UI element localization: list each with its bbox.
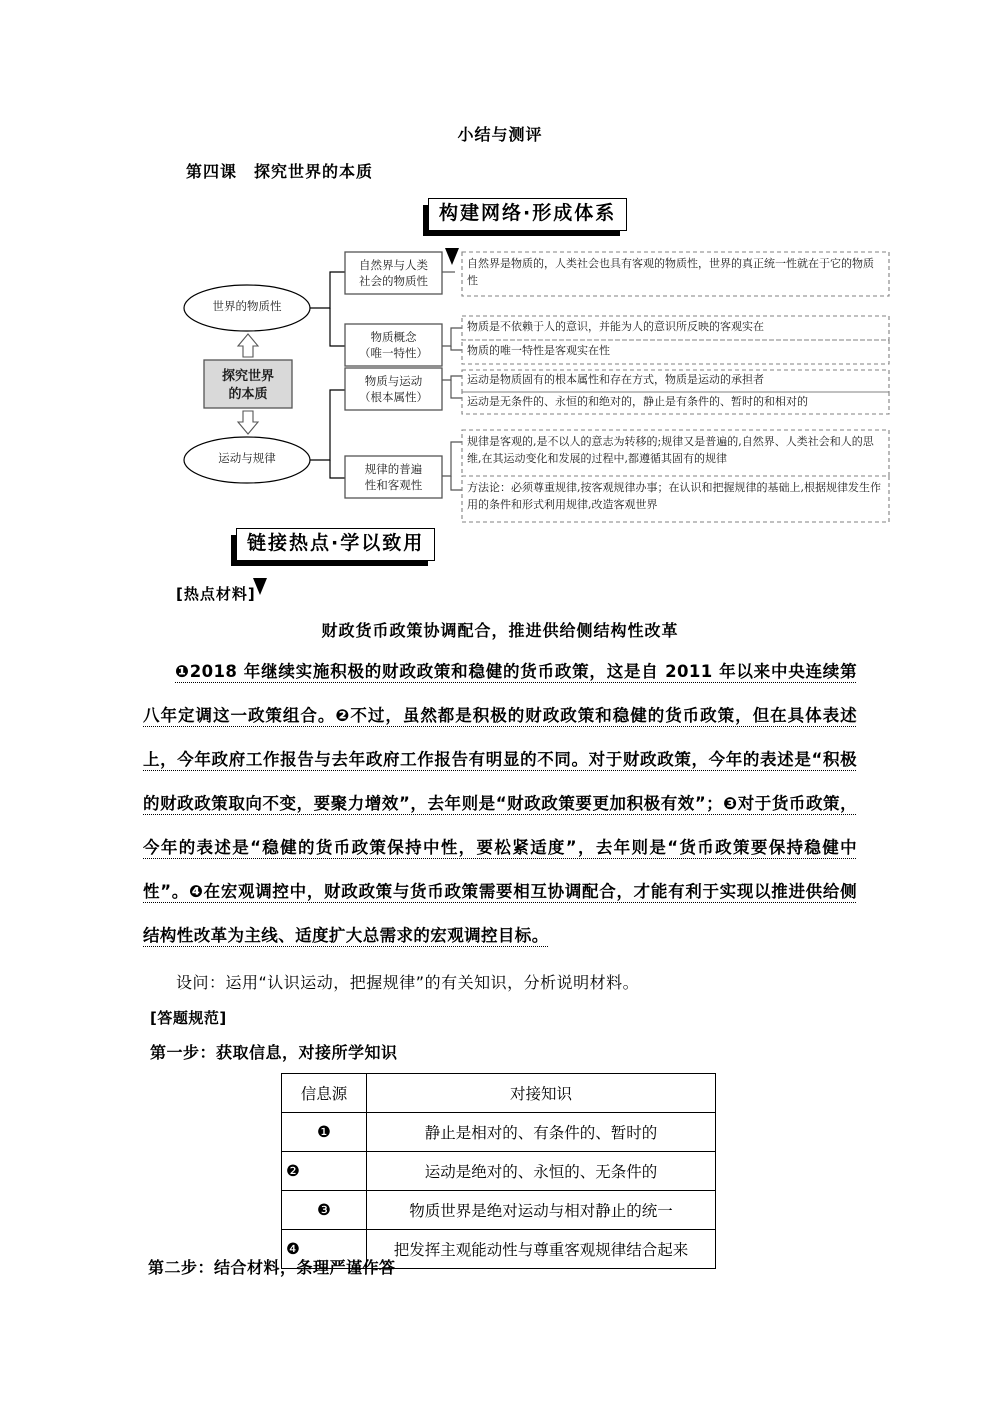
mindmap-node-nature-society (345, 258, 442, 289)
node-line2: （根本属性） (359, 389, 428, 404)
table-header-row (282, 1074, 716, 1113)
table-cell-source: ❷ (282, 1152, 367, 1191)
banner-build-network-label: 构建网络·形成体系 (428, 198, 627, 231)
page-title: 小结与测评 (457, 125, 543, 144)
table-cell-source: ❹ (282, 1230, 367, 1269)
node-line2: （唯一特性） (359, 345, 428, 360)
hotspot-paragraph: ❶2018 年继续实施积极的财政政策和稳健的货币政策，这是自 2011 年以来中央连续第八年定调这一政策组合。❷不过，虽然都是积极的财政政策和稳健的货币政策，但在具体表述上，今年政府工作报告与去年政府工作报告有明显的不同。对于财政政策，今年的表述是“积极的财政政策取向不变，要聚力增效”，去年则是“财政政策要更加积极有效”；❸对于货币政策，今年的表述是“稳健的货币政策保持中性，要松紧适度”，去年则是“货币政策要保持稳健中性”。❹在宏观调控中，财政政策与货币政策需要相互协调配合，才能有利于实现以推进供给侧结构性改革为主线、适度扩大总需求的宏观调控目标。 (143, 662, 857, 945)
table-header-source: 信息源 (282, 1074, 367, 1113)
table-cell-source: ❶ (282, 1113, 367, 1152)
node-line2: 社会的物质性 (359, 273, 428, 288)
banner-hotspot-link (236, 528, 435, 561)
mindmap-center-line1: 探究世界 (221, 369, 274, 384)
table-cell-source: ❸ (282, 1191, 367, 1230)
table-cell-knowledge: 物质世界是绝对运动与相对静止的统一 (367, 1191, 716, 1230)
answer-norm-tag: [答题规范] (150, 1009, 227, 1027)
hotspot-question: 设问：运用“认识运动，把握规律”的有关知识，分析说明材料。 (176, 973, 640, 992)
table-cell-knowledge: 运动是绝对的、永恒的、无条件的 (367, 1152, 716, 1191)
table-row (282, 1191, 716, 1230)
table-row (282, 1113, 716, 1152)
table-header-knowledge: 对接知识 (367, 1074, 716, 1113)
mindmap-leaf-matter-motion-2: 运动是无条件的、永恒的和绝对的，静止是有条件的、暂时的和相对的 (467, 395, 808, 408)
banner-hotspot-link-label: 链接热点·学以致用 (236, 528, 435, 561)
hotspot-material-tag: [热点材料] (176, 585, 256, 603)
mindmap-leaf-nature-society-1: 自然界是物质的，人类社会也具有客观的物质性，世界的真正统一性就在于它的物质性 (467, 257, 874, 288)
lesson-title: 第四课 探究世界的本质 (186, 162, 374, 181)
answer-step-two: 第二步：结合材料，条理严谨作答 (148, 1258, 396, 1277)
mindmap (180, 250, 900, 530)
table-cell-knowledge: 静止是相对的、有条件的、暂时的 (367, 1113, 716, 1152)
mindmap-center-node (204, 368, 292, 403)
table-cell-knowledge: 把发挥主观能动性与尊重客观规律结合起来 (367, 1230, 716, 1269)
mindmap-leaf-matter-motion-1: 运动是物质固有的根本属性和存在方式，物质是运动的承担者 (467, 373, 764, 386)
mindmap-leaf-matter-concept-2: 物质的唯一特性是客观实在性 (467, 344, 610, 357)
mindmap-leaf-law-1: 规律是客观的,是不以人的意志为转移的;规律又是普遍的,自然界、人类社会和人的思维,在其运动变化和发展的过程中,都遵循其固有的规律 (467, 435, 874, 466)
node-line1: 自然界与人类 (359, 258, 428, 272)
mindmap-node-matter-concept (345, 330, 442, 361)
mindmap-node-law-universality (345, 462, 442, 493)
node-line2: 性和客观性 (364, 477, 423, 492)
mindmap-node-matter-motion (345, 374, 442, 405)
hotspot-material-title: 财政货币政策协调配合，推进供给侧结构性改革 (321, 621, 679, 640)
answer-step-one: 第一步：获取信息，对接所学知识 (150, 1043, 398, 1062)
node-line1: 物质概念 (370, 330, 417, 344)
mindmap-center-line2: 的本质 (228, 386, 268, 402)
mindmap-ellipse-motion-law: 运动与规律 (218, 451, 276, 465)
node-line1: 规律的普遍 (364, 462, 423, 476)
mindmap-ellipse-world-materiality: 世界的物质性 (212, 299, 282, 313)
mindmap-leaf-law-2: 方法论：必须尊重规律,按客观规律办事；在认识和把握规律的基础上,根据规律发生作用的条件和形式利用规律,改造客观世界 (467, 481, 881, 512)
answer-table (281, 1073, 716, 1269)
node-line1: 物质与运动 (364, 374, 423, 388)
table-row (282, 1152, 716, 1191)
banner-build-network (428, 198, 627, 231)
mindmap-leaf-matter-concept-1: 物质是不依赖于人的意识，并能为人的意识所反映的客观实在 (467, 320, 764, 333)
